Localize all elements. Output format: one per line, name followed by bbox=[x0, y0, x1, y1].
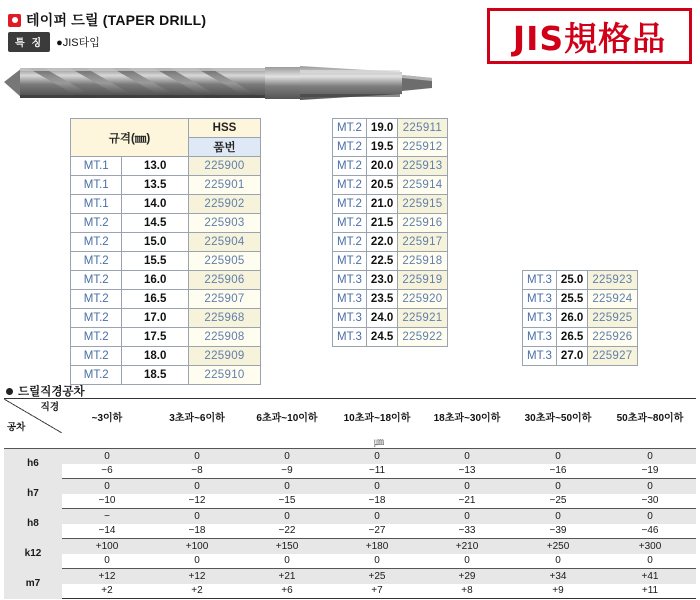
cell-dia: 25.5 bbox=[556, 290, 587, 309]
table-row bbox=[4, 509, 696, 524]
cell-code: 225917 bbox=[398, 233, 447, 252]
cell-value: 0 bbox=[512, 479, 604, 494]
cell-code: 225901 bbox=[189, 176, 261, 195]
cell-dia: 18.5 bbox=[122, 366, 189, 385]
table-row bbox=[4, 464, 696, 479]
table-row bbox=[523, 309, 638, 328]
table-row bbox=[71, 366, 261, 385]
cell-value: 0 bbox=[242, 449, 332, 464]
cell-value: +2 bbox=[152, 584, 242, 599]
table-row bbox=[4, 584, 696, 599]
table-row bbox=[4, 554, 696, 569]
cell-mt: MT.3 bbox=[333, 328, 367, 347]
cell-value: −19 bbox=[604, 464, 696, 479]
cell-dia: 17.0 bbox=[122, 309, 189, 328]
cell-value: +9 bbox=[512, 584, 604, 599]
cell-value: 0 bbox=[512, 449, 604, 464]
cell-dia: 26.5 bbox=[556, 328, 587, 347]
cell-value: 0 bbox=[604, 509, 696, 524]
spec-header-row bbox=[71, 119, 261, 138]
cell-value: −9 bbox=[242, 464, 332, 479]
cell-mt: MT.3 bbox=[333, 290, 367, 309]
spec-table-2 bbox=[332, 118, 448, 347]
cell-value: 0 bbox=[332, 449, 422, 464]
cell-mt: MT.2 bbox=[71, 328, 122, 347]
cell-mt: MT.2 bbox=[71, 366, 122, 385]
feature-note: ●JIS타입 bbox=[56, 37, 100, 49]
cell-dia: 21.0 bbox=[366, 195, 397, 214]
cell-value: −13 bbox=[422, 464, 512, 479]
table-row bbox=[71, 271, 261, 290]
spec-header-size: 규격(㎜) bbox=[71, 119, 189, 157]
bullet-icon bbox=[6, 388, 13, 395]
table-row bbox=[4, 494, 696, 509]
cell-mt: MT.2 bbox=[333, 119, 367, 138]
cell-code: 225923 bbox=[588, 271, 637, 290]
tolerance-table bbox=[4, 398, 696, 599]
table-row bbox=[333, 176, 448, 195]
cell-mt: MT.2 bbox=[333, 233, 367, 252]
cell-value: +11 bbox=[604, 584, 696, 599]
spec-header-hss: HSS bbox=[189, 119, 261, 138]
cell-mt: MT.2 bbox=[333, 214, 367, 233]
cell-mt: MT.2 bbox=[71, 271, 122, 290]
cell-value: 0 bbox=[152, 449, 242, 464]
cell-value: −39 bbox=[512, 524, 604, 539]
spec-table-3 bbox=[522, 270, 638, 366]
cell-value: −14 bbox=[62, 524, 152, 539]
cell-value: +8 bbox=[422, 584, 512, 599]
cell-mt: MT.3 bbox=[523, 328, 557, 347]
cell-code: 225927 bbox=[588, 347, 637, 366]
diagonal-header bbox=[4, 399, 62, 433]
cell-value: 0 bbox=[332, 554, 422, 569]
cell-value: +12 bbox=[62, 569, 152, 584]
tolerance-corner-cell bbox=[4, 399, 62, 434]
cell-code: 225911 bbox=[398, 119, 447, 138]
feature-badge: 특 징 bbox=[8, 32, 50, 52]
cell-dia: 18.0 bbox=[122, 347, 189, 366]
table-row bbox=[333, 157, 448, 176]
jis-standard-stamp bbox=[487, 8, 692, 64]
tolerance-title bbox=[6, 383, 85, 399]
cell-dia: 27.0 bbox=[556, 347, 587, 366]
cell-dia: 13.0 bbox=[122, 157, 189, 176]
cell-code: 225906 bbox=[189, 271, 261, 290]
cell-code: 225913 bbox=[398, 157, 447, 176]
cell-code: 225904 bbox=[189, 233, 261, 252]
cell-mt: MT.2 bbox=[71, 252, 122, 271]
cell-value: +21 bbox=[242, 569, 332, 584]
cell-mt: MT.1 bbox=[71, 157, 122, 176]
cell-dia: 14.5 bbox=[122, 214, 189, 233]
cell-value: +2 bbox=[62, 584, 152, 599]
cell-value: −10 bbox=[62, 494, 152, 509]
table-row bbox=[4, 479, 696, 494]
cell-value: 0 bbox=[242, 509, 332, 524]
cell-value: 0 bbox=[604, 554, 696, 569]
cell-dia: 24.5 bbox=[366, 328, 397, 347]
cell-code: 225919 bbox=[398, 271, 447, 290]
table-row bbox=[523, 290, 638, 309]
tolerance-row-label: m7 bbox=[4, 569, 62, 599]
cell-value: +150 bbox=[242, 539, 332, 554]
cell-code: 225914 bbox=[398, 176, 447, 195]
cell-value: +12 bbox=[152, 569, 242, 584]
cell-value: 0 bbox=[242, 479, 332, 494]
cell-code: 225903 bbox=[189, 214, 261, 233]
table-row bbox=[333, 214, 448, 233]
cell-value: 0 bbox=[242, 554, 332, 569]
cell-value: +7 bbox=[332, 584, 422, 599]
cell-mt: MT.3 bbox=[523, 271, 557, 290]
cell-dia: 23.5 bbox=[366, 290, 397, 309]
table-row bbox=[71, 233, 261, 252]
spec-tables bbox=[70, 118, 633, 385]
cell-value: 0 bbox=[152, 479, 242, 494]
cell-dia: 19.0 bbox=[366, 119, 397, 138]
cell-code: 225908 bbox=[189, 328, 261, 347]
cell-value: 0 bbox=[152, 554, 242, 569]
cell-mt: MT.2 bbox=[333, 138, 367, 157]
cell-value: 0 bbox=[152, 509, 242, 524]
table-row bbox=[333, 328, 448, 347]
cell-mt: MT.3 bbox=[523, 347, 557, 366]
cell-mt: MT.1 bbox=[71, 176, 122, 195]
table-row bbox=[4, 539, 696, 554]
cell-dia: 20.0 bbox=[366, 157, 397, 176]
cell-mt: MT.2 bbox=[333, 157, 367, 176]
table-row bbox=[71, 347, 261, 366]
cell-value: +210 bbox=[422, 539, 512, 554]
cell-mt: MT.2 bbox=[71, 214, 122, 233]
cell-value: 0 bbox=[422, 479, 512, 494]
cell-value: −21 bbox=[422, 494, 512, 509]
cell-value: −15 bbox=[242, 494, 332, 509]
tolerance-row-label: h7 bbox=[4, 479, 62, 509]
cell-mt: MT.2 bbox=[71, 347, 122, 366]
cell-value: −22 bbox=[242, 524, 332, 539]
table-row bbox=[4, 524, 696, 539]
cell-value: +100 bbox=[152, 539, 242, 554]
table-row bbox=[71, 157, 261, 176]
cell-value: 0 bbox=[62, 449, 152, 464]
cell-value: +180 bbox=[332, 539, 422, 554]
tolerance-title-label: 드릴직경공차 bbox=[18, 386, 85, 398]
red-square-icon bbox=[8, 14, 21, 27]
tolerance-col-header: 18초과~30이하 bbox=[422, 399, 512, 434]
cell-value: −12 bbox=[152, 494, 242, 509]
taper-drill-illustration bbox=[0, 48, 470, 110]
tolerance-col-header: 6초과~10이하 bbox=[242, 399, 332, 434]
cell-dia: 22.5 bbox=[366, 252, 397, 271]
cell-value: −27 bbox=[332, 524, 422, 539]
cell-code: 225909 bbox=[189, 347, 261, 366]
cell-value: −30 bbox=[604, 494, 696, 509]
tolerance-col-header: 50초과~80이하 bbox=[604, 399, 696, 434]
cell-dia: 16.0 bbox=[122, 271, 189, 290]
cell-value: +300 bbox=[604, 539, 696, 554]
table-row bbox=[333, 290, 448, 309]
corner-top-label: 직경 bbox=[40, 402, 59, 413]
cell-value: −8 bbox=[152, 464, 242, 479]
cell-code: 225918 bbox=[398, 252, 447, 271]
cell-mt: MT.3 bbox=[333, 271, 367, 290]
title-row bbox=[8, 10, 206, 30]
cell-mt: MT.3 bbox=[523, 309, 557, 328]
cell-value: 0 bbox=[332, 479, 422, 494]
cell-dia: 23.0 bbox=[366, 271, 397, 290]
spec-table-1 bbox=[70, 118, 261, 385]
tolerance-unit-row bbox=[4, 433, 696, 449]
table-row bbox=[71, 176, 261, 195]
tolerance-unit-blank bbox=[4, 433, 62, 449]
cell-mt: MT.2 bbox=[333, 252, 367, 271]
table-row bbox=[71, 309, 261, 328]
cell-dia: 13.5 bbox=[122, 176, 189, 195]
cell-value: 0 bbox=[422, 509, 512, 524]
cell-value: −18 bbox=[332, 494, 422, 509]
table-row bbox=[4, 449, 696, 464]
cell-dia: 22.0 bbox=[366, 233, 397, 252]
tolerance-table-wrap bbox=[4, 398, 696, 599]
cell-code: 225902 bbox=[189, 195, 261, 214]
cell-dia: 16.5 bbox=[122, 290, 189, 309]
cell-code: 225924 bbox=[588, 290, 637, 309]
tolerance-col-header: 3초과~6이하 bbox=[152, 399, 242, 434]
cell-value: 0 bbox=[422, 554, 512, 569]
cell-mt: MT.3 bbox=[523, 290, 557, 309]
tolerance-header-row bbox=[4, 399, 696, 434]
tolerance-col-header: 30초과~50이하 bbox=[512, 399, 604, 434]
table-row bbox=[333, 309, 448, 328]
cell-value: 0 bbox=[512, 554, 604, 569]
cell-value: 0 bbox=[604, 479, 696, 494]
cell-value: 0 bbox=[62, 554, 152, 569]
cell-value: +250 bbox=[512, 539, 604, 554]
cell-mt: MT.2 bbox=[333, 195, 367, 214]
cell-mt: MT.2 bbox=[71, 290, 122, 309]
page-header bbox=[0, 0, 700, 58]
cell-code: 225915 bbox=[398, 195, 447, 214]
table-row bbox=[333, 138, 448, 157]
table-row bbox=[333, 271, 448, 290]
cell-code: 225916 bbox=[398, 214, 447, 233]
cell-value: −18 bbox=[152, 524, 242, 539]
cell-value: 0 bbox=[604, 449, 696, 464]
cell-code: 225926 bbox=[588, 328, 637, 347]
table-row bbox=[333, 195, 448, 214]
corner-bottom-label: 공차 bbox=[7, 422, 26, 433]
table-row bbox=[333, 252, 448, 271]
tolerance-unit-label: ㎛ bbox=[62, 433, 696, 449]
cell-code: 225922 bbox=[398, 328, 447, 347]
page-title: 테이퍼 드릴 (TAPER DRILL) bbox=[26, 12, 207, 28]
cell-code: 225912 bbox=[398, 138, 447, 157]
cell-value: −46 bbox=[604, 524, 696, 539]
cell-value: +29 bbox=[422, 569, 512, 584]
cell-value: +25 bbox=[332, 569, 422, 584]
table-row bbox=[333, 119, 448, 138]
cell-value: 0 bbox=[62, 479, 152, 494]
cell-value: −11 bbox=[332, 464, 422, 479]
tolerance-row-label: h6 bbox=[4, 449, 62, 479]
cell-dia: 19.5 bbox=[366, 138, 397, 157]
cell-dia: 25.0 bbox=[556, 271, 587, 290]
tolerance-row-label: k12 bbox=[4, 539, 62, 569]
table-row bbox=[71, 195, 261, 214]
cell-mt: MT.2 bbox=[333, 176, 367, 195]
cell-mt: MT.2 bbox=[71, 309, 122, 328]
cell-dia: 21.5 bbox=[366, 214, 397, 233]
cell-value: +100 bbox=[62, 539, 152, 554]
cell-value: −16 bbox=[512, 464, 604, 479]
spec-header-code: 품번 bbox=[189, 138, 261, 157]
cell-dia: 17.5 bbox=[122, 328, 189, 347]
tolerance-row-label: h8 bbox=[4, 509, 62, 539]
cell-value: −6 bbox=[62, 464, 152, 479]
cell-value: 0 bbox=[512, 509, 604, 524]
cell-dia: 15.5 bbox=[122, 252, 189, 271]
cell-code: 225907 bbox=[189, 290, 261, 309]
cell-value: +34 bbox=[512, 569, 604, 584]
cell-code: 225920 bbox=[398, 290, 447, 309]
cell-mt: MT.3 bbox=[333, 309, 367, 328]
table-row bbox=[523, 328, 638, 347]
cell-dia: 24.0 bbox=[366, 309, 397, 328]
tolerance-col-header: 10초과~18이하 bbox=[332, 399, 422, 434]
cell-dia: 15.0 bbox=[122, 233, 189, 252]
cell-code: 225910 bbox=[189, 366, 261, 385]
table-row bbox=[523, 271, 638, 290]
cell-code: 225900 bbox=[189, 157, 261, 176]
table-row bbox=[4, 569, 696, 584]
cell-value: +6 bbox=[242, 584, 332, 599]
cell-dia: 20.5 bbox=[366, 176, 397, 195]
cell-code: 225968 bbox=[189, 309, 261, 328]
cell-value: 0 bbox=[332, 509, 422, 524]
cell-dia: 26.0 bbox=[556, 309, 587, 328]
table-row bbox=[333, 233, 448, 252]
cell-value: − bbox=[62, 509, 152, 524]
cell-value: +41 bbox=[604, 569, 696, 584]
cell-mt: MT.1 bbox=[71, 195, 122, 214]
jis-stamp-label: JIS規格品 bbox=[512, 18, 667, 58]
table-row bbox=[71, 214, 261, 233]
cell-code: 225905 bbox=[189, 252, 261, 271]
cell-value: −33 bbox=[422, 524, 512, 539]
table-row bbox=[71, 328, 261, 347]
cell-dia: 14.0 bbox=[122, 195, 189, 214]
cell-code: 225925 bbox=[588, 309, 637, 328]
table-row bbox=[71, 252, 261, 271]
cell-mt: MT.2 bbox=[71, 233, 122, 252]
table-row bbox=[71, 290, 261, 309]
cell-code: 225921 bbox=[398, 309, 447, 328]
cell-value: 0 bbox=[422, 449, 512, 464]
table-row bbox=[523, 347, 638, 366]
cell-value: −25 bbox=[512, 494, 604, 509]
tolerance-col-header: ~3이하 bbox=[62, 399, 152, 434]
